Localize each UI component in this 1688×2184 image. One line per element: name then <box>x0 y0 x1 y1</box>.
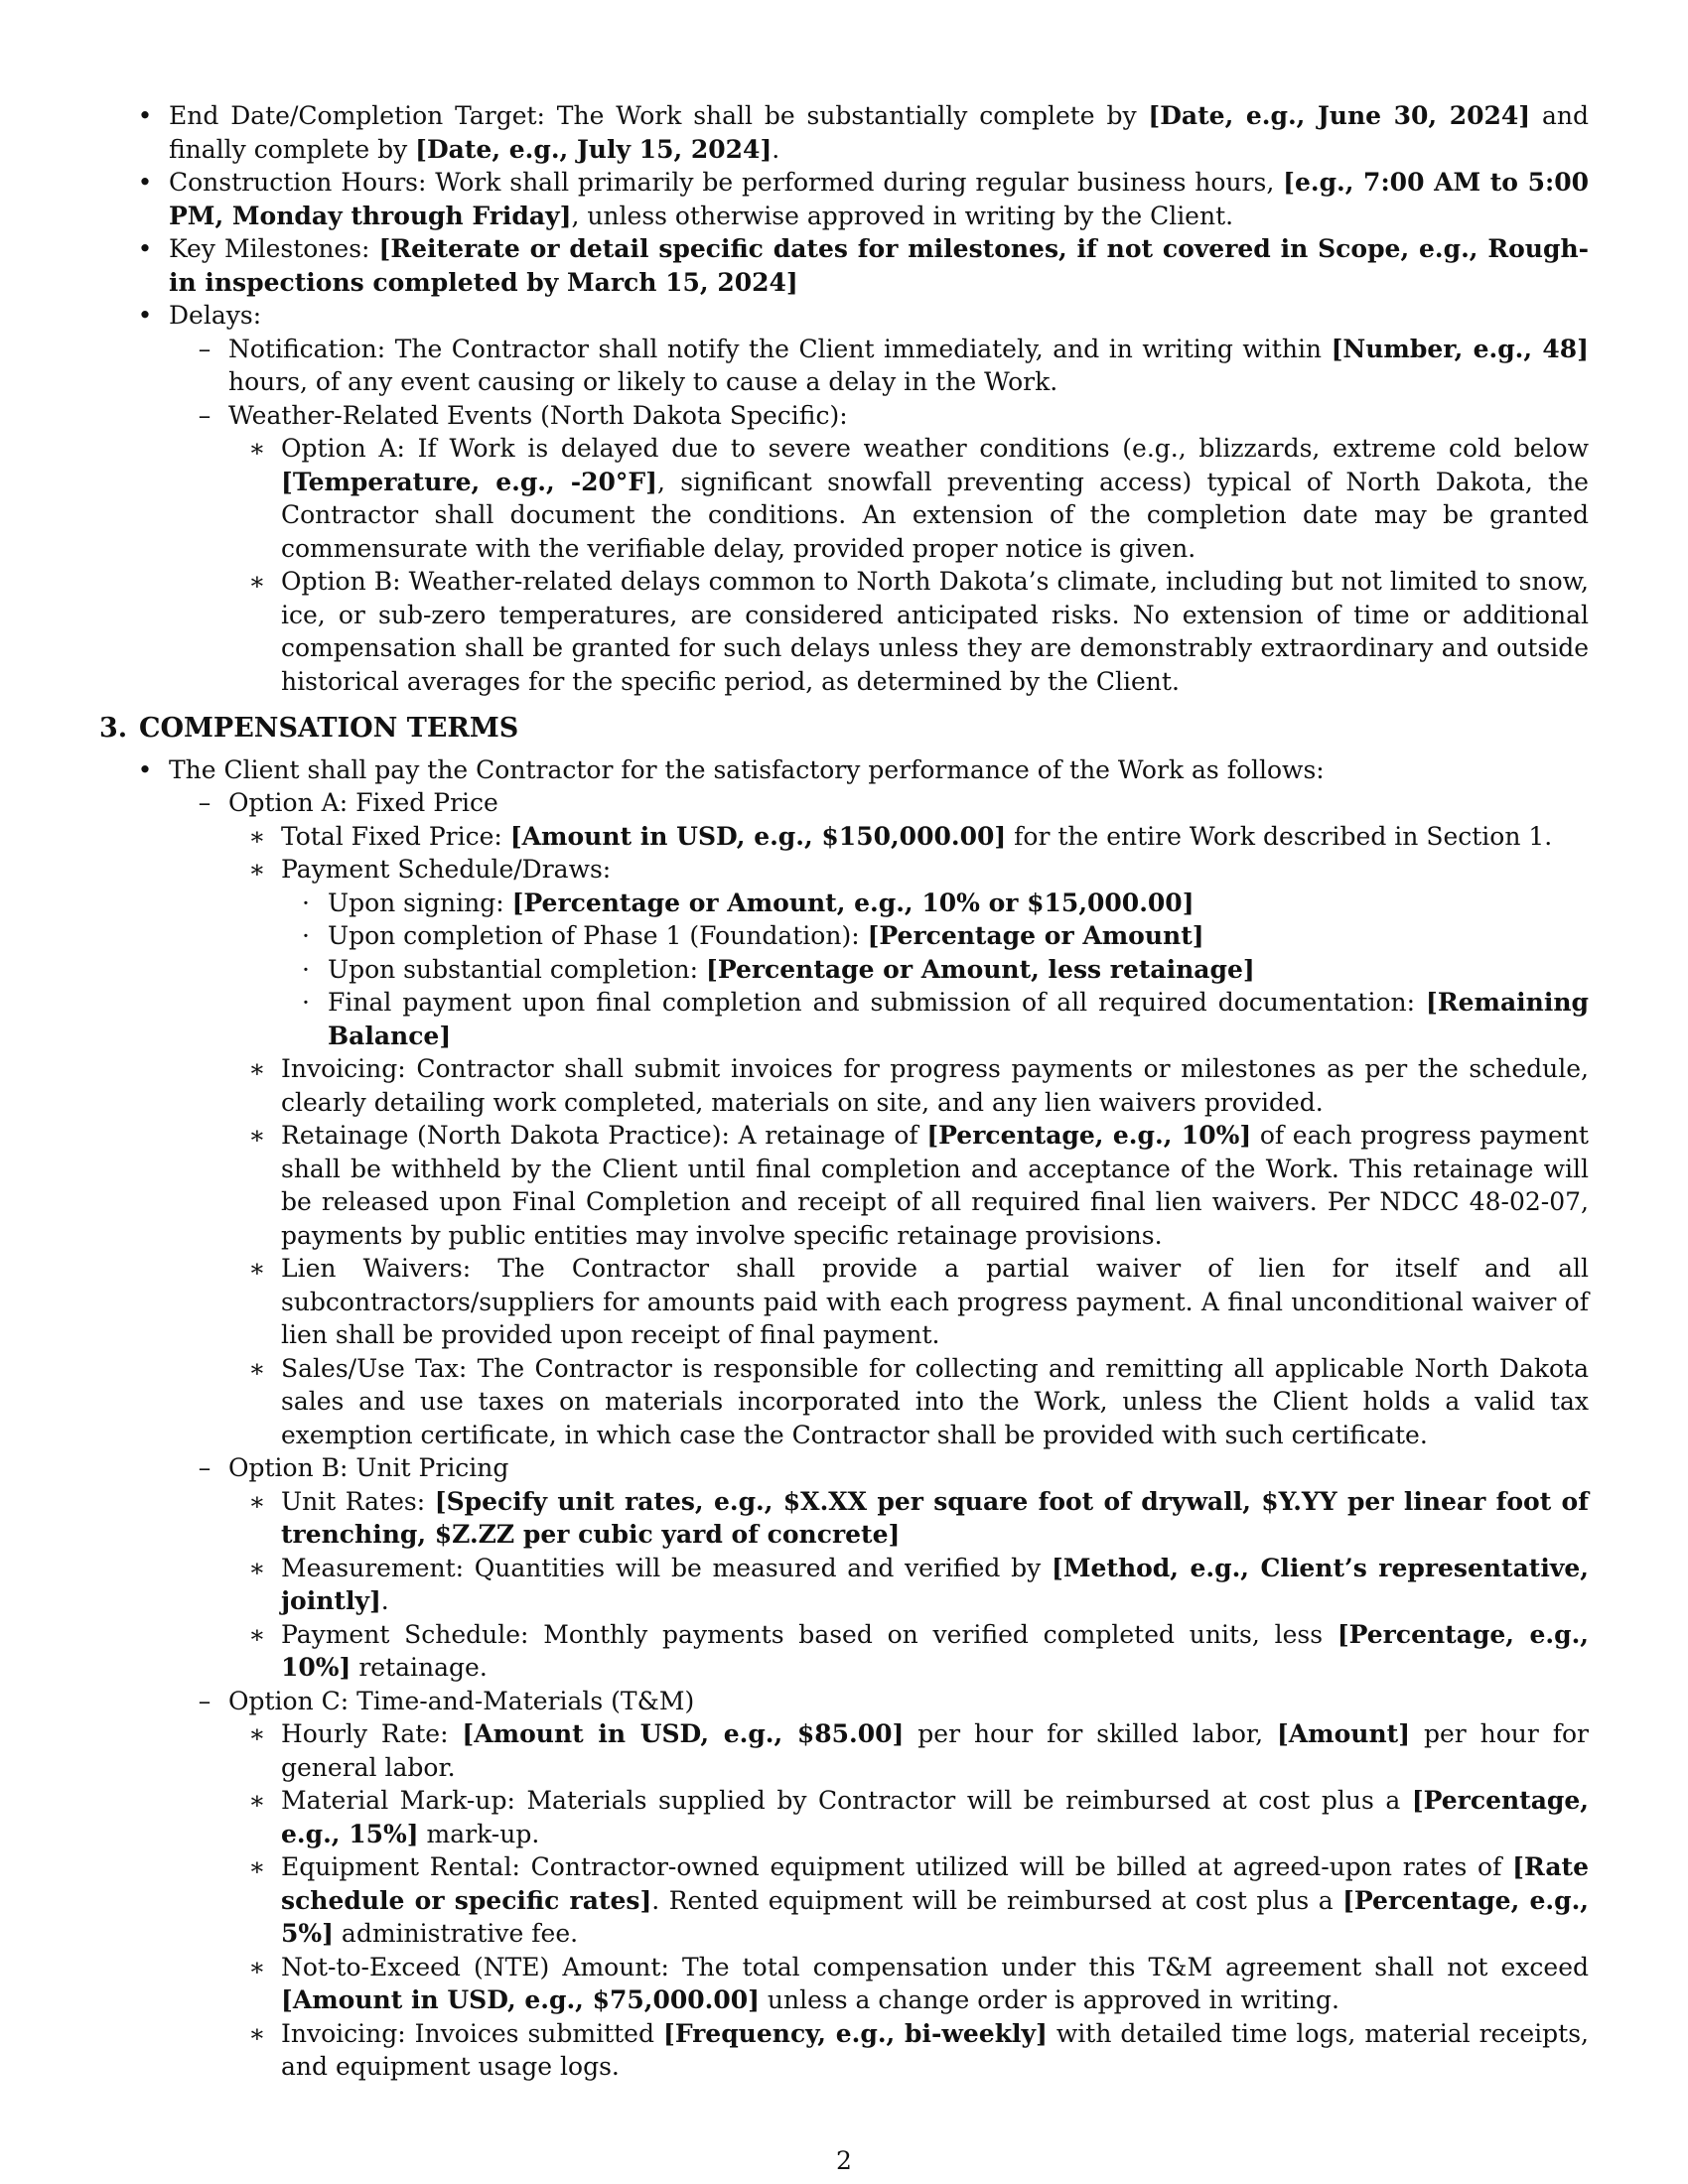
list-item-option-c <box>99 1685 1589 1718</box>
list-item-draw-signing <box>99 887 1589 920</box>
item-text: Material Mark-up: Materials supplied by Contractor will be reimbursed at cost plus a <box>281 1786 1412 1815</box>
item-text: Invoicing: Invoices submitted <box>281 2018 663 2048</box>
section-title: COMPENSATION TERMS <box>139 713 519 744</box>
bullet-marker: • <box>137 754 153 784</box>
placeholder-text: [e.g., 7:00 AM to 5:00 PM, Monday through Friday] <box>169 168 1589 230</box>
item-text: Total Fixed Price: <box>281 821 510 851</box>
list-item-notification <box>99 333 1589 399</box>
placeholder-text: [Amount in USD, e.g., $85.00] <box>462 1719 905 1748</box>
list-item-material-markup <box>99 1784 1589 1850</box>
item-text: Measurement: Quantities will be measured and verified by <box>281 1553 1052 1582</box>
item-text: for the entire Work described in Section 1. <box>1006 821 1553 851</box>
item-text: Option A: Fixed Price <box>228 788 498 817</box>
placeholder-text: [Percentage, e.g., 10%] <box>281 1619 1590 1682</box>
section-heading-compensation <box>99 712 1589 746</box>
bullet-marker: • <box>137 101 153 130</box>
list-item-hourly-rate <box>99 1717 1589 1784</box>
section-number: 3. <box>99 713 128 744</box>
list-item-draw-final <box>99 986 1589 1052</box>
bullet-marker: • <box>137 234 153 263</box>
list-item-tm-invoicing <box>99 2017 1589 2084</box>
dash-marker: – <box>198 334 211 363</box>
item-text: End Date/Completion Target: The Work shall be substantially complete by <box>169 101 1149 130</box>
item-text: unless a change order is approved in writing. <box>759 1985 1339 2014</box>
asterisk-marker: ∗ <box>248 434 266 463</box>
item-text: Option A: If Work is delayed due to severe weather conditions (e.g., blizzards, extreme cold below <box>281 434 1589 463</box>
item-text: Retainage (North Dakota Practice): A retainage of <box>281 1121 927 1150</box>
list-item-option-b <box>99 1451 1589 1485</box>
item-text: Delays: <box>169 301 262 330</box>
list-item-invoicing <box>99 1052 1589 1119</box>
list-item-equipment-rental <box>99 1850 1589 1951</box>
list-item-option-a <box>99 786 1589 820</box>
placeholder-text: [Number, e.g., 48] <box>1331 334 1589 363</box>
asterisk-marker: ∗ <box>248 1486 266 1516</box>
asterisk-marker: ∗ <box>248 821 266 851</box>
list-item-unit-rates <box>99 1485 1589 1552</box>
asterisk-marker: ∗ <box>248 1054 266 1083</box>
placeholder-text: [Percentage or Amount] <box>867 921 1204 950</box>
dash-marker: – <box>198 1453 211 1482</box>
item-text: Hourly Rate: <box>281 1719 463 1748</box>
dot-marker: · <box>302 887 310 917</box>
list-item-weather-option-b <box>99 565 1589 698</box>
item-text: Option B: Weather-related delays common to North Dakota’s climate, including but not limited to snow, ice, or sub-zero temperatures, are considered anticipated risks. No extension of time or additional compensation shall be granted for such delays unless they are demonstrably extraordinary and outside historical averages for the specific period, as determined by the Client. <box>281 567 1589 696</box>
item-text: Upon completion of Phase 1 (Foundation): <box>328 921 868 950</box>
placeholder-text: [Reiterate or detail specific dates for milestones, if not covered in Scope, e.g., Rough-in inspections completed by March 15, 2024] <box>169 234 1589 297</box>
asterisk-marker: ∗ <box>248 2018 266 2048</box>
item-text: . Rented equipment will be reimbursed at cost plus a <box>651 1885 1343 1915</box>
asterisk-marker: ∗ <box>248 1952 266 1981</box>
list-item-draw-substantial <box>99 953 1589 987</box>
placeholder-text: [Method, e.g., Client’s representative, jointly] <box>281 1553 1589 1615</box>
placeholder-text: [Temperature, e.g., -20°F] <box>281 467 657 496</box>
item-text: Upon signing: <box>328 887 512 917</box>
asterisk-marker: ∗ <box>248 1121 266 1150</box>
bullet-marker: • <box>137 168 153 197</box>
item-text: per hour for general labor. <box>281 1719 1589 1782</box>
list-item-total-fixed-price <box>99 820 1589 854</box>
item-text: . <box>380 1586 389 1615</box>
item-text: per hour for skilled labor, <box>904 1719 1277 1748</box>
page-number: 2 <box>836 2146 852 2175</box>
placeholder-text: [Percentage, e.g., 15%] <box>281 1786 1589 1848</box>
dash-marker: – <box>198 1686 211 1715</box>
item-text: Not-to-Exceed (NTE) Amount: The total compensation under this T&M agreement shall not exceed <box>281 1952 1589 1981</box>
item-text: Notification: The Contractor shall notify the Client immediately, and in writing within <box>228 334 1332 363</box>
item-text: Invoicing: Contractor shall submit invoices for progress payments or milestones as per the schedule, clearly detailing work completed, materials on site, and any lien waivers provided. <box>281 1054 1589 1117</box>
list-item-measurement <box>99 1552 1589 1618</box>
list-item-compensation-intro <box>99 753 1589 787</box>
placeholder-text: [Percentage, e.g., 5%] <box>281 1885 1589 1948</box>
item-text: retainage. <box>351 1653 488 1682</box>
item-text: Lien Waivers: The Contractor shall provide a partial waiver of lien for itself and all subcontractors/suppliers for amounts paid with each progress payment. A final unconditional waiver of lien shall be provided upon receipt of final payment. <box>281 1254 1589 1349</box>
item-text: Option C: Time-and-Materials (T&M) <box>228 1686 695 1715</box>
list-item-weather-events <box>99 399 1589 433</box>
document-body <box>99 99 1589 2084</box>
asterisk-marker: ∗ <box>248 567 266 596</box>
placeholder-text: [Date, e.g., June 30, 2024] <box>1148 101 1531 130</box>
dot-marker: · <box>302 954 310 984</box>
item-text: Option B: Unit Pricing <box>228 1453 509 1482</box>
list-item-construction-hours <box>99 166 1589 232</box>
list-item-unit-payment-schedule <box>99 1618 1589 1685</box>
list-item-lien-waivers <box>99 1252 1589 1352</box>
asterisk-marker: ∗ <box>248 1353 266 1383</box>
asterisk-marker: ∗ <box>248 1254 266 1283</box>
placeholder-text: [Frequency, e.g., bi-weekly] <box>662 2018 1048 2048</box>
item-text: , unless otherwise approved in writing by the Client. <box>571 201 1234 230</box>
bullet-marker: • <box>137 301 153 330</box>
item-text: Unit Rates: <box>281 1486 435 1516</box>
item-text: Weather-Related Events (North Dakota Specific): <box>228 400 848 430</box>
placeholder-text: [Amount in USD, e.g., $75,000.00] <box>281 1985 760 2014</box>
list-item-end-date <box>99 99 1589 166</box>
item-text: administrative fee. <box>333 1919 579 1948</box>
item-text: . <box>772 134 780 164</box>
placeholder-text: [Rate schedule or specific rates] <box>281 1852 1589 1915</box>
asterisk-marker: ∗ <box>248 1786 266 1815</box>
asterisk-marker: ∗ <box>248 1852 266 1881</box>
placeholder-text: [Specify unit rates, e.g., $X.XX per square foot of drywall, $Y.YY per linear foot of trenching, $Z.ZZ per cubic yard of concrete] <box>281 1486 1589 1549</box>
list-item-sales-tax <box>99 1352 1589 1452</box>
item-text: The Client shall pay the Contractor for the satisfactory performance of the Work as follows: <box>169 754 1325 784</box>
item-text: Equipment Rental: Contractor-owned equipment utilized will be billed at agreed-upon rates of <box>281 1852 1513 1881</box>
list-item-delays <box>99 299 1589 333</box>
asterisk-marker: ∗ <box>248 855 266 884</box>
list-item-payment-schedule <box>99 853 1589 887</box>
item-text: mark-up. <box>418 1819 540 1848</box>
dot-marker: · <box>302 921 310 950</box>
item-text: , significant snowfall preventing access) typical of North Dakota, the Contractor shall document the conditions. An extension of the completion date may be granted commensurate with the verifiable delay, provided proper notice is given. <box>281 467 1589 563</box>
placeholder-text: [Remaining Balance] <box>328 988 1589 1050</box>
item-text: Construction Hours: Work shall primarily be performed during regular business hours, <box>169 168 1284 197</box>
asterisk-marker: ∗ <box>248 1553 266 1582</box>
item-text: Final payment upon final completion and submission of all required documentation: <box>328 988 1426 1017</box>
item-text: and finally complete by <box>169 101 1589 164</box>
list-item-weather-option-a <box>99 432 1589 565</box>
placeholder-text: [Percentage, e.g., 10%] <box>926 1121 1252 1150</box>
list-item-retainage <box>99 1119 1589 1252</box>
item-text: of each progress payment shall be withheld by the Client until final completion and acceptance of the Work. This retainage will be released upon Final Completion and receipt of all required final lien waivers. Per NDCC 48-02-07, payments by public entities may involve specific retainage provisions. <box>281 1121 1589 1250</box>
item-text: Key Milestones: <box>169 234 379 263</box>
item-text: with detailed time logs, material receipts, and equipment usage logs. <box>281 2018 1590 2081</box>
placeholder-text: [Percentage or Amount, less retainage] <box>706 954 1255 984</box>
dash-marker: – <box>198 788 211 817</box>
list-item-key-milestones <box>99 232 1589 299</box>
list-item-nte-amount <box>99 1951 1589 2017</box>
item-text: Sales/Use Tax: The Contractor is responsible for collecting and remitting all applicable North Dakota sales and use taxes on materials incorporated into the Work, unless the Client holds a valid tax exemption certificate, in which case the Contractor shall be provided with such certificate. <box>281 1353 1589 1449</box>
placeholder-text: [Percentage or Amount, e.g., 10% or $15,000.00] <box>511 887 1195 917</box>
item-text: hours, of any event causing or likely to cause a delay in the Work. <box>228 367 1058 396</box>
placeholder-text: [Date, e.g., July 15, 2024] <box>415 134 773 164</box>
dot-marker: · <box>302 988 310 1017</box>
dash-marker: – <box>198 400 211 430</box>
item-text: Payment Schedule/Draws: <box>281 855 612 884</box>
list-item-draw-phase1 <box>99 919 1589 953</box>
item-text: Upon substantial completion: <box>328 954 706 984</box>
item-text: Payment Schedule: Monthly payments based on verified completed units, less <box>281 1619 1337 1649</box>
asterisk-marker: ∗ <box>248 1719 266 1748</box>
asterisk-marker: ∗ <box>248 1619 266 1649</box>
placeholder-text: [Amount in USD, e.g., $150,000.00] <box>509 821 1007 851</box>
placeholder-text: [Amount] <box>1276 1719 1411 1748</box>
